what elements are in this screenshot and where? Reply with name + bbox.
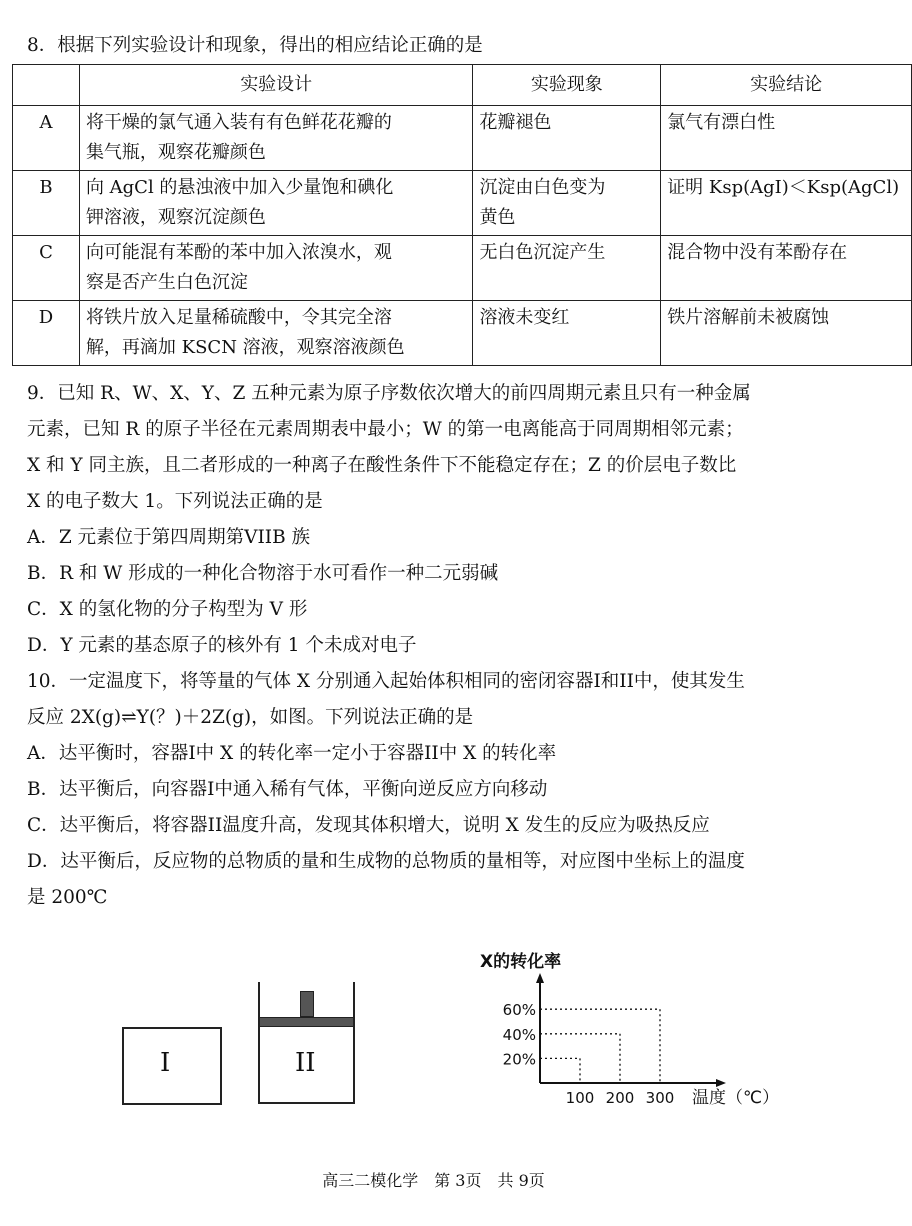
row-design: 将铁片放入足量稀硫酸中，令其完全溶 解，再滴加 KSCN 溶液，观察溶液颜色 — [79, 301, 473, 366]
table-header-blank — [13, 65, 80, 106]
row-label: B — [13, 171, 80, 236]
q10-option-d: D．达平衡后，反应物的总物质的量和生成物的总物质的量相等，对应图中坐标上的温度 — [27, 851, 745, 872]
row-design: 将干燥的氯气通入装有有色鲜花花瓣的 集气瓶，观察花瓣颜色 — [79, 106, 473, 171]
experiment-table — [12, 64, 912, 366]
row-phenomenon: 溶液未变红 — [473, 301, 661, 366]
row-conclusion: 氯气有漂白性 — [661, 106, 912, 171]
row-phenomenon: 沉淀由白色变为 黄色 — [473, 171, 661, 236]
q9-option-a: A．Z 元素位于第四周期第VIIB 族 — [27, 527, 311, 548]
conversion-chart — [460, 945, 800, 1120]
container-ii-label: II — [295, 1048, 316, 1078]
q10-option-c: C．达平衡后，将容器II温度升高，发现其体积增大，说明 X 发生的反应为吸热反应 — [27, 815, 710, 836]
piston-rod — [300, 991, 314, 1017]
row-phenomenon: 花瓣褪色 — [473, 106, 661, 171]
table-header-row — [13, 65, 912, 106]
q10-stem-line: 10．一定温度下，将等量的气体 X 分别通入起始体积相同的密闭容器I和II中，使其发生 — [27, 671, 745, 692]
table-row — [13, 236, 912, 301]
row-label: C — [13, 236, 80, 301]
x-tick-label: 200 — [605, 1089, 635, 1107]
row-conclusion: 铁片溶解前未被腐蚀 — [661, 301, 912, 366]
q9-option-d: D．Y 元素的基态原子的核外有 1 个未成对电子 — [27, 635, 417, 656]
q9-option-c: C．X 的氢化物的分子构型为 V 形 — [27, 599, 308, 620]
row-conclusion: 混合物中没有苯酚存在 — [661, 236, 912, 301]
table-row — [13, 106, 912, 171]
row-phenomenon: 无白色沉淀产生 — [473, 236, 661, 301]
y-tick-label: 60% — [502, 1001, 536, 1020]
table-header-design: 实验设计 — [79, 65, 473, 106]
q9-stem-line: X 的电子数大 1。下列说法正确的是 — [27, 491, 323, 512]
q9-stem-line: 元素，已知 R 的原子半径在元素周期表中最小；W 的第一电离能高于同周期相邻元素； — [27, 419, 744, 440]
q10-option-b: B．达平衡后，向容器I中通入稀有气体，平衡向逆反应方向移动 — [27, 779, 548, 800]
x-tick-label: 300 — [645, 1089, 675, 1107]
page-footer: 高三二模化学 第 3页 共 9页 — [322, 1171, 545, 1190]
q10-option-d-cont: 是 200℃ — [27, 887, 108, 908]
row-conclusion: 证明 Ksp(AgI)＜Ksp(AgCl) — [661, 171, 912, 236]
table-row — [13, 171, 912, 236]
q9-stem-line: 9．已知 R、W、X、Y、Z 五种元素为原子序数依次增大的前四周期元素且只有一种金属 — [27, 383, 751, 404]
q10-stem-line: 反应 2X(g)⇌Y(？)＋2Z(g)，如图。下列说法正确的是 — [27, 707, 474, 728]
piston-plate — [259, 1017, 354, 1027]
q8-stem: 8．根据下列实验设计和现象，得出的相应结论正确的是 — [27, 35, 483, 56]
table-header-phenomenon: 实验现象 — [473, 65, 661, 106]
x-axis-title: 温度（℃） — [692, 1088, 780, 1108]
y-axis-arrow — [536, 973, 544, 983]
x-axis-arrow — [716, 1079, 726, 1087]
y-tick-label: 20% — [502, 1050, 536, 1069]
table-row — [13, 301, 912, 366]
q9-option-b: B．R 和 W 形成的一种化合物溶于水可看作一种二元弱碱 — [27, 563, 499, 584]
row-label: A — [13, 106, 80, 171]
q9-stem-line: X 和 Y 同主族，且二者形成的一种离子在酸性条件下不能稳定存在；Z 的价层电子数比 — [27, 455, 737, 476]
container-i-label: I — [160, 1048, 171, 1078]
y-axis-title: X的转化率 — [480, 952, 562, 972]
x-tick-label: 100 — [565, 1089, 595, 1107]
row-design: 向可能混有苯酚的苯中加入浓溴水，观 察是否产生白色沉淀 — [79, 236, 473, 301]
y-tick-label: 40% — [502, 1025, 536, 1044]
row-label: D — [13, 301, 80, 366]
row-design: 向 AgCl 的悬浊液中加入少量饱和碘化 钾溶液，观察沉淀颜色 — [79, 171, 473, 236]
q10-option-a: A．达平衡时，容器I中 X 的转化率一定小于容器II中 X 的转化率 — [27, 743, 557, 764]
table-header-conclusion: 实验结论 — [661, 65, 912, 106]
container-i — [122, 1027, 222, 1105]
